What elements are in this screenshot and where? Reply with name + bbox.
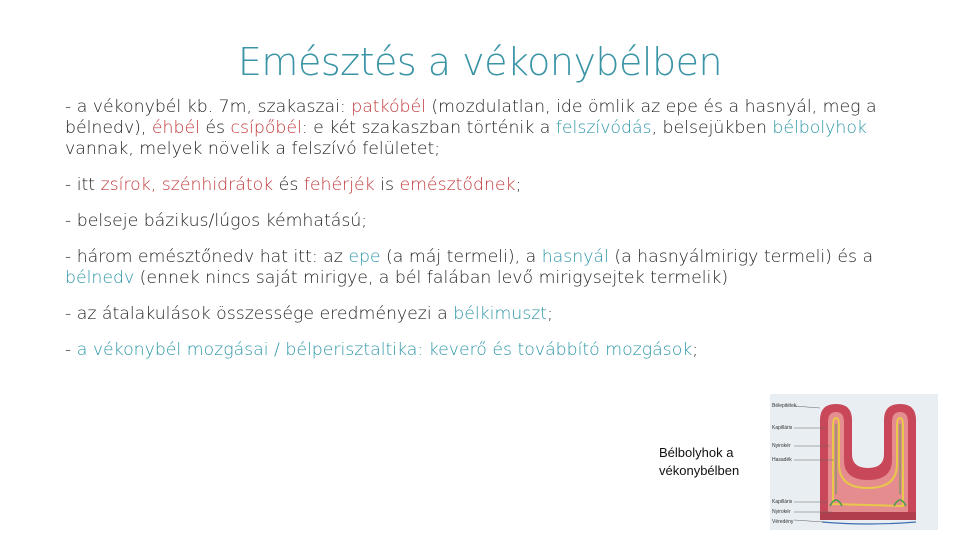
text-run: ; bbox=[547, 304, 553, 324]
text-run: (a máj termeli), a bbox=[380, 247, 542, 267]
text-run: , belsejükben bbox=[651, 118, 773, 138]
text-run: : e két szakaszban történik a bbox=[301, 118, 556, 138]
term-belnedv: bélnedv bbox=[65, 268, 135, 288]
villi-diagram bbox=[770, 394, 938, 530]
text-run: és bbox=[273, 175, 304, 195]
caption-line-2: vékonybélben bbox=[659, 463, 740, 478]
figure-label: Véredény bbox=[772, 519, 794, 525]
term-belbolyhok: bélbolyhok bbox=[772, 118, 867, 138]
figure-label: Kapilláris bbox=[772, 499, 793, 505]
caption-line-1: Bélbolyhok a bbox=[659, 445, 734, 460]
term-felszivodas: felszívódás bbox=[555, 118, 652, 138]
text-run: - bbox=[65, 340, 77, 360]
figure-caption bbox=[659, 444, 769, 480]
text-run: - itt bbox=[65, 175, 101, 195]
term-feherjek: fehérjék bbox=[303, 175, 375, 195]
text-run: - a vékonybél kb. 7m, szakaszai: bbox=[65, 97, 352, 117]
term-ehbel: éhbél bbox=[151, 118, 200, 138]
text-run: - az átalakulások összessége eredményezi a bbox=[65, 304, 454, 324]
paragraph-small-intestine-sections bbox=[65, 97, 910, 160]
figure-label: Hasadék bbox=[772, 457, 792, 463]
term-belperisztaltika: a vékonybél mozgásai / bélperisztaltika: keverő és továbbító mozgások bbox=[76, 340, 693, 360]
text-run: (mozdulatlan, ide ömlik az epe és a hasnyál, meg a bélnedv), bbox=[65, 97, 877, 138]
paragraph-chyme bbox=[65, 304, 910, 325]
slide-title: Emésztés a vékonybélben bbox=[237, 40, 723, 84]
text-run: (a hasnyálmirigy termeli) és a bbox=[608, 247, 874, 267]
text-run: vannak, melyek növelik a felszívó felületet; bbox=[65, 139, 441, 159]
text-run: ; bbox=[515, 175, 522, 195]
figure-label: Nyirokér bbox=[772, 443, 791, 449]
figure-label: Nyirokér bbox=[772, 509, 791, 515]
term-epe: epe bbox=[348, 247, 381, 267]
paragraph-digestive-juices bbox=[65, 247, 910, 289]
term-belkimuszt: bélkimuszt bbox=[453, 304, 548, 324]
text-run: (ennek nincs saját mirigye, a bél falában levő mirigysejtek termelik) bbox=[134, 268, 729, 288]
text-run: is bbox=[374, 175, 400, 195]
figure-label: Bélepitélek bbox=[772, 403, 797, 409]
villi-illustration bbox=[770, 394, 938, 530]
paragraph-peristalsis bbox=[65, 340, 910, 361]
paragraph-digestion bbox=[65, 175, 910, 196]
term-zsirok-szenhidratok: zsírok, szénhidrátok bbox=[100, 175, 274, 195]
term-csipobel: csípőbél bbox=[230, 118, 302, 138]
figure-label: Kapilláris bbox=[772, 425, 793, 431]
text-run: és bbox=[199, 118, 231, 138]
slide-body bbox=[65, 97, 910, 376]
term-emesztodnek: emésztődnek bbox=[399, 175, 516, 195]
term-patkobel: patkóbél bbox=[351, 97, 426, 117]
text-run: - három emésztőnedv hat itt: az bbox=[65, 247, 349, 267]
text-run: ; bbox=[692, 340, 699, 360]
term-hasnyal: hasnyál bbox=[541, 247, 609, 267]
paragraph-ph: - belseje bázikus/lúgos kémhatású; bbox=[65, 211, 368, 231]
